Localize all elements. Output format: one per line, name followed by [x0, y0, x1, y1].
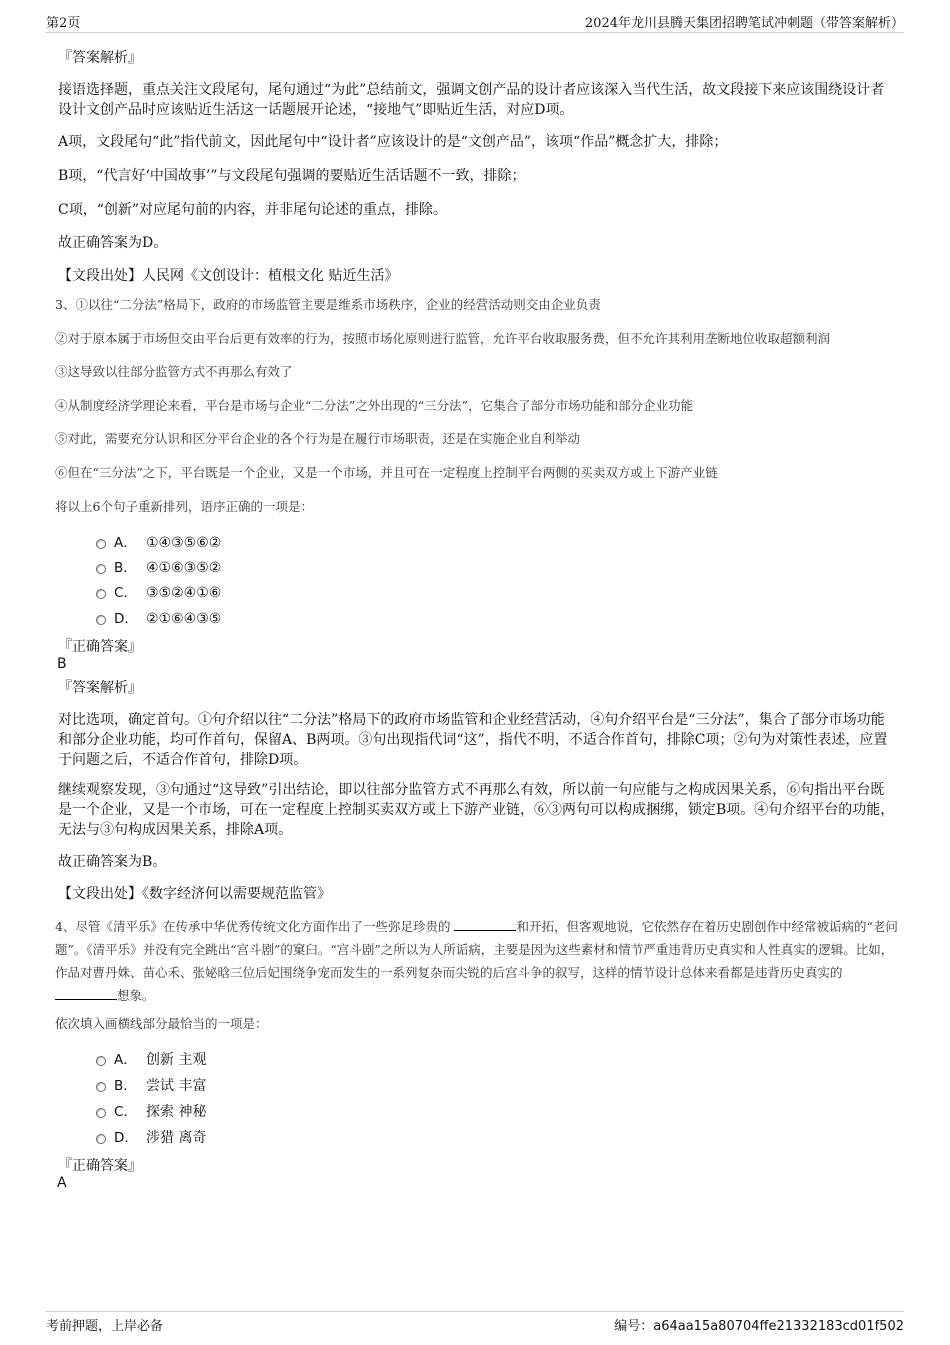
radio-icon[interactable] [96, 539, 106, 549]
radio-icon[interactable] [96, 1134, 106, 1144]
q4-option-c[interactable]: C． 探索 神秘 [96, 1102, 206, 1122]
q3-answer: B [57, 656, 67, 672]
footer-slogan: 考前押题，上岸必备 [46, 1319, 164, 1334]
q3-sentence-5: ⑤对此，需要充分认识和区分平台企业的各个行为是在履行市场职责，还是在实施企业自利举动 [55, 431, 581, 446]
q2-analysis-p3: B项，“代言好‘中国故事’”与文段尾句强调的要贴近生活话题不一致，排除； [58, 168, 526, 184]
page-header [46, 12, 904, 33]
q2-analysis-p4: C项，“创新”对应尾句前的内容，并非尾句论述的重点，排除。 [58, 202, 448, 218]
q4-option-b[interactable]: B． 尝试 丰富 [96, 1076, 206, 1096]
q3-analysis-p2: 继续观察发现，③句通过“这导致”引出结论，即以往部分监管方式不再那么有效，所以前一句应能与之构成因果关系，⑥句指出平台既是一个企业，又是一个市场，可在一定程度上控制买卖双方或上下游产业链，⑥③两句可以构成捆绑，锁定B项。④句介绍平台的功能，无法与③句构成因果关系，排除A项。 [58, 782, 895, 838]
q2-source: 【文段出处】人民网《文创设计：植根文化 贴近生活》 [58, 268, 399, 284]
q3-option-a[interactable]: A． ①④③⑤⑥② [96, 533, 221, 553]
radio-icon[interactable] [96, 589, 106, 599]
q3-conclusion: 故正确答案为B。 [58, 854, 167, 870]
q2-analysis-label: 『答案解析』 [58, 50, 142, 66]
document-title: 2024年龙川县腾天集团招聘笔试冲刺题（带答案解析） [584, 16, 904, 31]
q4-answer-label: 『正确答案』 [58, 1158, 142, 1174]
q4-stem: 4、尽管《清平乐》在传承中华优秀传统文化方面作出了一些弥足珍贵的 和开拓，但客观地说，它依然存在着历史剧创作中经常被诟病的“老问题”。《清平乐》并没有完全跳出“宫斗剧”的窠臼。“宫斗剧”之所以为人所诟病，主要是因为这些素材和情节严重违背历史真实和人性真实的逻辑。比如，作品对曹丹姝、苗心禾、张妼晗三位后妃围绕争宠而发生的一系列复杂而尖锐的后宫斗争的叙写，这样的情节设计总体来看都是违背历史真实的 想象。 [55, 919, 898, 1003]
q3-sentence-6: ⑥但在“三分法”之下，平台既是一个企业，又是一个市场，并且可在一定程度上控制平台两侧的买卖双方或上下游产业链 [55, 465, 718, 480]
q4-option-a[interactable]: A． 创新 主观 [96, 1050, 206, 1070]
q3-sentence-4: ④从制度经济学理论来看，平台是市场与企业“二分法”之外出现的“三分法”，它集合了部分市场功能和部分企业功能 [55, 398, 694, 413]
radio-icon[interactable] [96, 1108, 106, 1118]
q3-sentence-1: 3、①以往“二分法”格局下，政府的市场监管主要是维系市场秩序，企业的经营活动则交由企业负责 [55, 297, 601, 312]
q2-conclusion: 故正确答案为D。 [58, 235, 168, 251]
answer-blank-2 [55, 987, 117, 1000]
q3-option-d[interactable]: D． ②①⑥④③⑤ [96, 609, 221, 629]
q3-option-c[interactable]: C． ③⑤②④①⑥ [96, 583, 221, 603]
q2-analysis-p2: A项，文段尾句“此”指代前文，因此尾句中“设计者”应该设计的是“文创产品”，该项“作品”概念扩大，排除； [58, 134, 728, 150]
q3-sentence-3: ③这导致以往部分监管方式不再那么有效了 [55, 364, 293, 379]
q3-answer-label: 『正确答案』 [58, 639, 142, 655]
document-code: 编号：a64aa15a80704ffe21332183cd01f502 [614, 1319, 904, 1334]
radio-icon[interactable] [96, 564, 106, 574]
q4-answer: A [57, 1175, 67, 1191]
q4-option-d[interactable]: D． 涉猎 离奇 [96, 1128, 206, 1148]
q3-analysis-label: 『答案解析』 [58, 680, 142, 696]
answer-blank-1 [454, 918, 516, 931]
radio-icon[interactable] [96, 1082, 106, 1092]
page-number: 第2页 [46, 16, 81, 31]
q3-sentence-2: ②对于原本属于市场但交由平台后更有效率的行为，按照市场化原则进行监管，允许平台收取服务费，但不允许其利用垄断地位收取超额利润 [55, 331, 831, 346]
q2-analysis-p1: 接语选择题，重点关注文段尾句，尾句通过“为此”总结前文，强调文创产品的设计者应该深入当代生活，故文段接下来应该围绕设计者设计文创产品时应该贴近生活这一话题展开论述，“接地气”即贴近生活，对应D项。 [58, 82, 885, 118]
q3-option-b[interactable]: B． ④①⑥③⑤② [96, 558, 221, 578]
q3-analysis-p1: 对比选项，确定首句。①句介绍以往“二分法”格局下的政府市场监管和企业经营活动，④句介绍平台是“三分法”，集合了部分市场功能和部分企业功能，均可作首句，保留A、B两项。③句出现指代词“这”，指代不明，不适合作首句，排除C项；②句为对策性表述，应置于问题之后，不适合作首句，排除D项。 [58, 712, 888, 768]
q3-source: 【文段出处】《数字经济何以需要规范监管》 [58, 886, 331, 902]
page-footer [46, 1311, 904, 1337]
radio-icon[interactable] [96, 615, 106, 625]
q3-prompt: 将以上6个句子重新排列，语序正确的一项是： [55, 499, 313, 514]
q4-prompt: 依次填入画横线部分最恰当的一项是： [55, 1016, 268, 1031]
radio-icon[interactable] [96, 1056, 106, 1066]
